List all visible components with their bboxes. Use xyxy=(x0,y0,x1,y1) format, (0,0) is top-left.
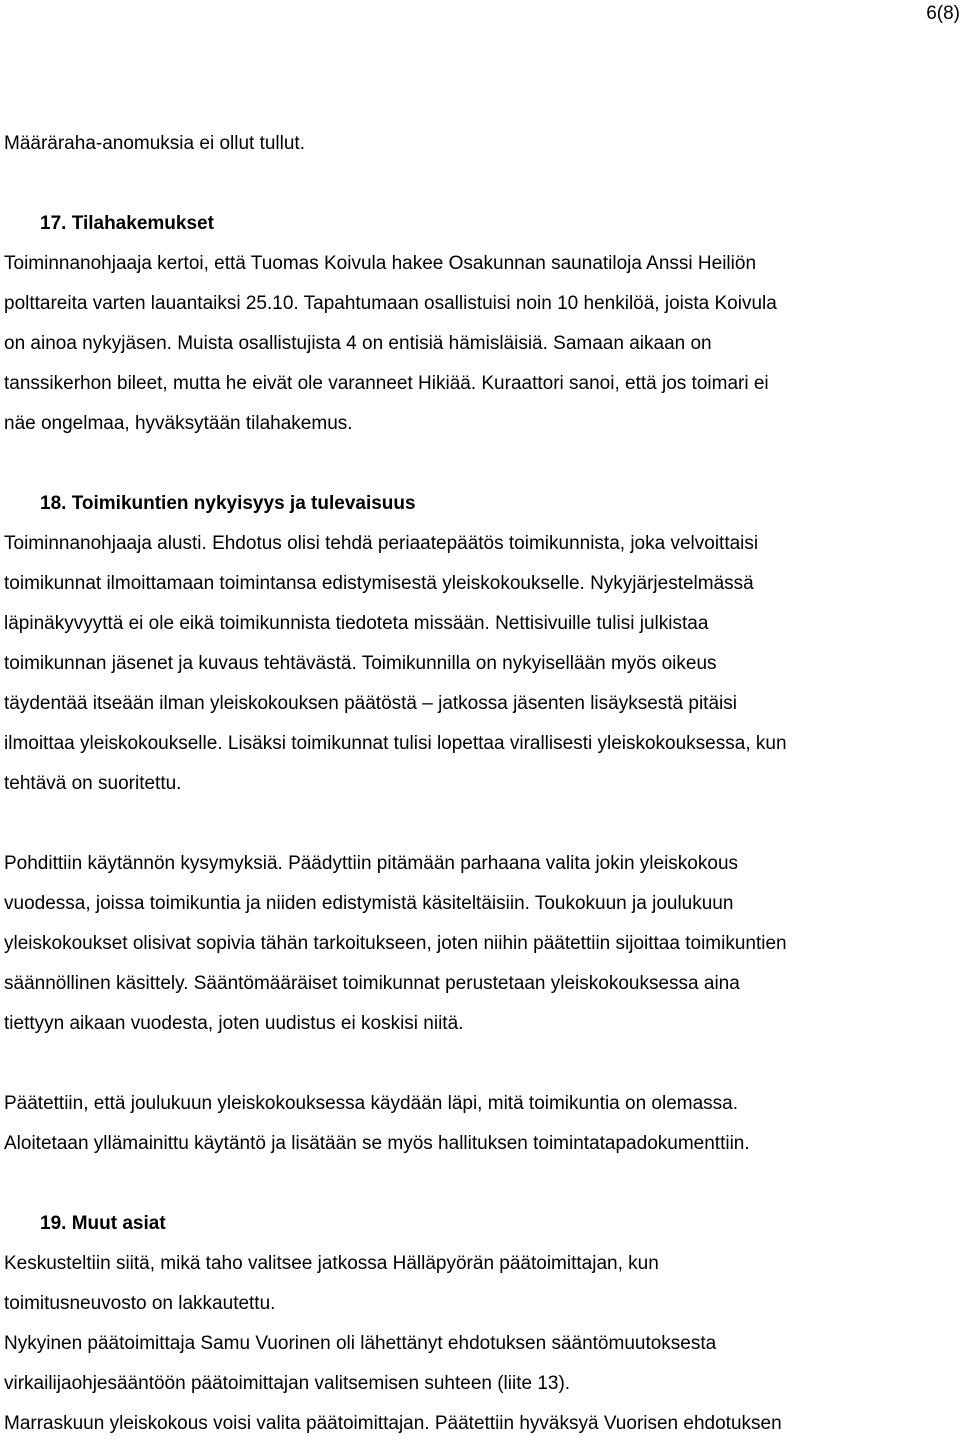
text-line: Nykyinen päätoimittaja Samu Vuorinen oli lähettänyt ehdotuksen sääntömuutoksesta xyxy=(4,1333,717,1354)
section-18-paragraph-1 xyxy=(4,524,959,804)
text-line: polttareita varten lauantaiksi 25.10. Tapahtumaan osallistuisi noin 10 henkilöä, joista Koivula xyxy=(4,293,777,314)
section-18-paragraph-3 xyxy=(4,1084,959,1164)
text-line: virkailijaohjesääntöön päätoimittajan valitsemisen suhteen (liite 13). xyxy=(4,1373,571,1394)
text-line: näe ongelmaa, hyväksytään tilahakemus. xyxy=(4,413,353,434)
section-18-heading: 18. Toimikuntien nykyisyys ja tulevaisuus xyxy=(40,493,416,514)
text-line: läpinäkyvyyttä ei ole eikä toimikunnista tiedoteta missään. Nettisivuille tulisi julkistaa xyxy=(4,613,709,634)
section-18-paragraph-2 xyxy=(4,844,959,1044)
text-line: Pohdittiin käytännön kysymyksiä. Päädyttiin pitämään parhaana valita jokin yleiskokous xyxy=(4,853,739,874)
spacer xyxy=(4,1044,959,1084)
page-number: 6(8) xyxy=(926,3,960,24)
text-line: tehtävä on suoritettu. xyxy=(4,773,182,794)
text-line: yleiskokoukset olisivat sopivia tähän tarkoitukseen, joten niihin päätettiin sijoittaa toimikuntien xyxy=(4,933,787,954)
spacer xyxy=(4,444,959,484)
text-line: Marraskuun yleiskokous voisi valita päätoimittajan. Päätettiin hyväksyä Vuorisen ehdotuksen xyxy=(4,1413,782,1434)
spacer xyxy=(4,164,959,204)
text-line: toimikunnan jäsenet ja kuvaus tehtävästä. Toimikunnilla on nykyisellään myös oikeus xyxy=(4,653,717,674)
text-line: Keskusteltiin siitä, mikä taho valitsee jatkossa Hälläpyörän päätoimittajan, kun xyxy=(4,1253,659,1274)
text-line: vuodessa, joissa toimikuntia ja niiden edistymistä käsiteltäisiin. Toukokuun ja joulukuun xyxy=(4,893,734,914)
text-line: toimikunnat ilmoittamaan toimintansa edistymisestä yleiskokoukselle. Nykyjärjestelmässä xyxy=(4,573,754,594)
text-line: täydentää itseään ilman yleiskokouksen päätöstä – jatkossa jäsenten lisäyksestä pitäisi xyxy=(4,693,737,714)
intro-text: Määräraha-anomuksia ei ollut tullut. xyxy=(4,133,305,154)
text-line: on ainoa nykyjäsen. Muista osallistujista 4 on entisiä hämisläisiä. Samaan aikaan on xyxy=(4,333,712,354)
text-line: tiettyyn aikaan vuodesta, joten uudistus ei koskisi niitä. xyxy=(4,1013,464,1034)
text-line: Aloitetaan yllämainittu käytäntö ja lisätään se myös hallituksen toimintatapadokumenttiin. xyxy=(4,1133,750,1154)
text-line: ilmoittaa yleiskokoukselle. Lisäksi toimikunnat tulisi lopettaa virallisesti yleiskokouksessa, kun xyxy=(4,733,787,754)
section-17-body xyxy=(4,244,959,444)
spacer xyxy=(4,804,959,844)
section-17-heading: 17. Tilahakemukset xyxy=(40,213,214,234)
text-line: säännöllinen käsittely. Sääntömääräiset toimikunnat perustetaan yleiskokouksessa aina xyxy=(4,973,740,994)
section-19-body xyxy=(4,1244,959,1444)
spacer xyxy=(4,1164,959,1204)
text-line: Toiminnanohjaaja kertoi, että Tuomas Koivula hakee Osakunnan saunatiloja Anssi Heiliön xyxy=(4,253,757,274)
text-line: Toiminnanohjaaja alusti. Ehdotus olisi tehdä periaatepäätös toimikunnista, joka velvoittaisi xyxy=(4,533,759,554)
text-line: tanssikerhon bileet, mutta he eivät ole varanneet Hikiää. Kuraattori sanoi, että jos toimari ei xyxy=(4,373,769,394)
section-19-heading: 19. Muut asiat xyxy=(40,1213,166,1234)
text-line: Päätettiin, että joulukuun yleiskokouksessa käydään läpi, mitä toimikuntia on olemassa. xyxy=(4,1093,739,1114)
text-line: toimitusneuvosto on lakkautettu. xyxy=(4,1293,276,1314)
document-body xyxy=(4,124,959,1444)
